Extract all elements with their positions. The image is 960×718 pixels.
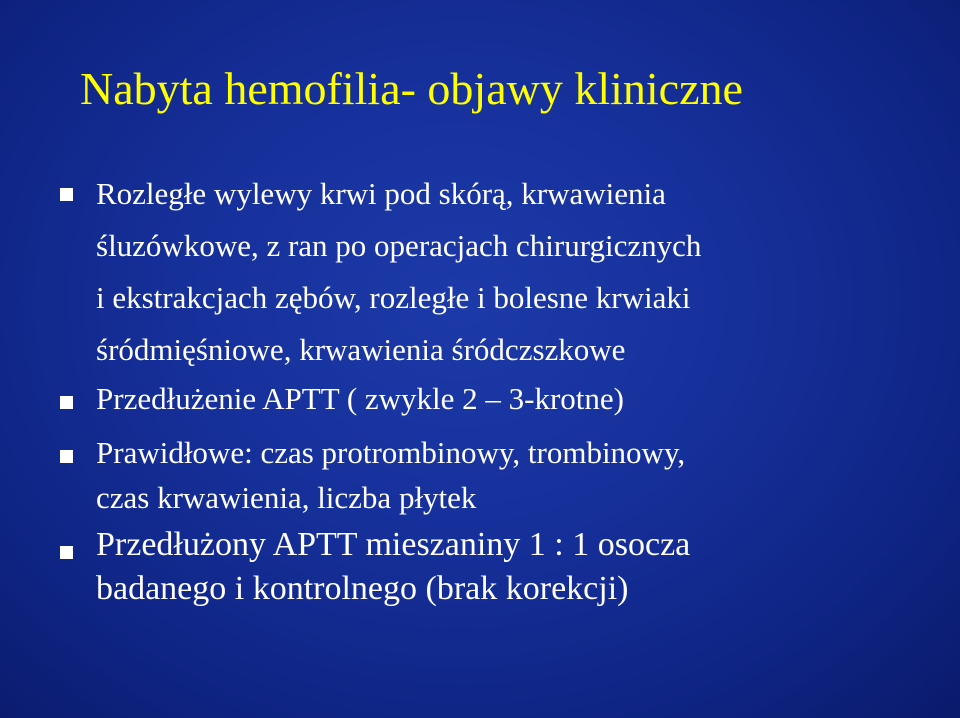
bullet-text	[96, 523, 936, 611]
bullet-line: Przedłużony APTT mieszaniny 1 : 1 osocza	[96, 526, 691, 563]
bullet-line: badanego i kontrolnego (brak korekcji)	[96, 570, 629, 607]
bullet-line: i ekstrakcjach zębów, rozległe i bolesne krwiaki	[96, 280, 691, 315]
bullet-text	[96, 168, 936, 376]
square-bullet-icon	[60, 546, 73, 559]
bullet-text	[96, 376, 936, 421]
bullet-line: czas krwawienia, liczba płytek	[96, 480, 477, 515]
square-bullet-icon	[60, 188, 73, 201]
bullet-line: Przedłużenie APTT ( zwykle 2 – 3-krotne)	[96, 381, 624, 416]
bullet-line: śluzówkowe, z ran po operacjach chirurgicznych	[96, 228, 702, 263]
square-bullet-icon	[60, 450, 73, 463]
bullet-text	[96, 430, 936, 520]
bullet-line: śródmięśniowe, krwawienia śródczszkowe	[96, 332, 626, 367]
slide-title: Nabyta hemofilia- objawy kliniczne	[80, 63, 743, 114]
square-bullet-icon	[60, 396, 73, 409]
bullet-line: Rozległe wylewy krwi pod skórą, krwawienia	[96, 176, 666, 211]
bullet-line: Prawidłowe: czas protrombinowy, trombinowy,	[96, 435, 686, 470]
